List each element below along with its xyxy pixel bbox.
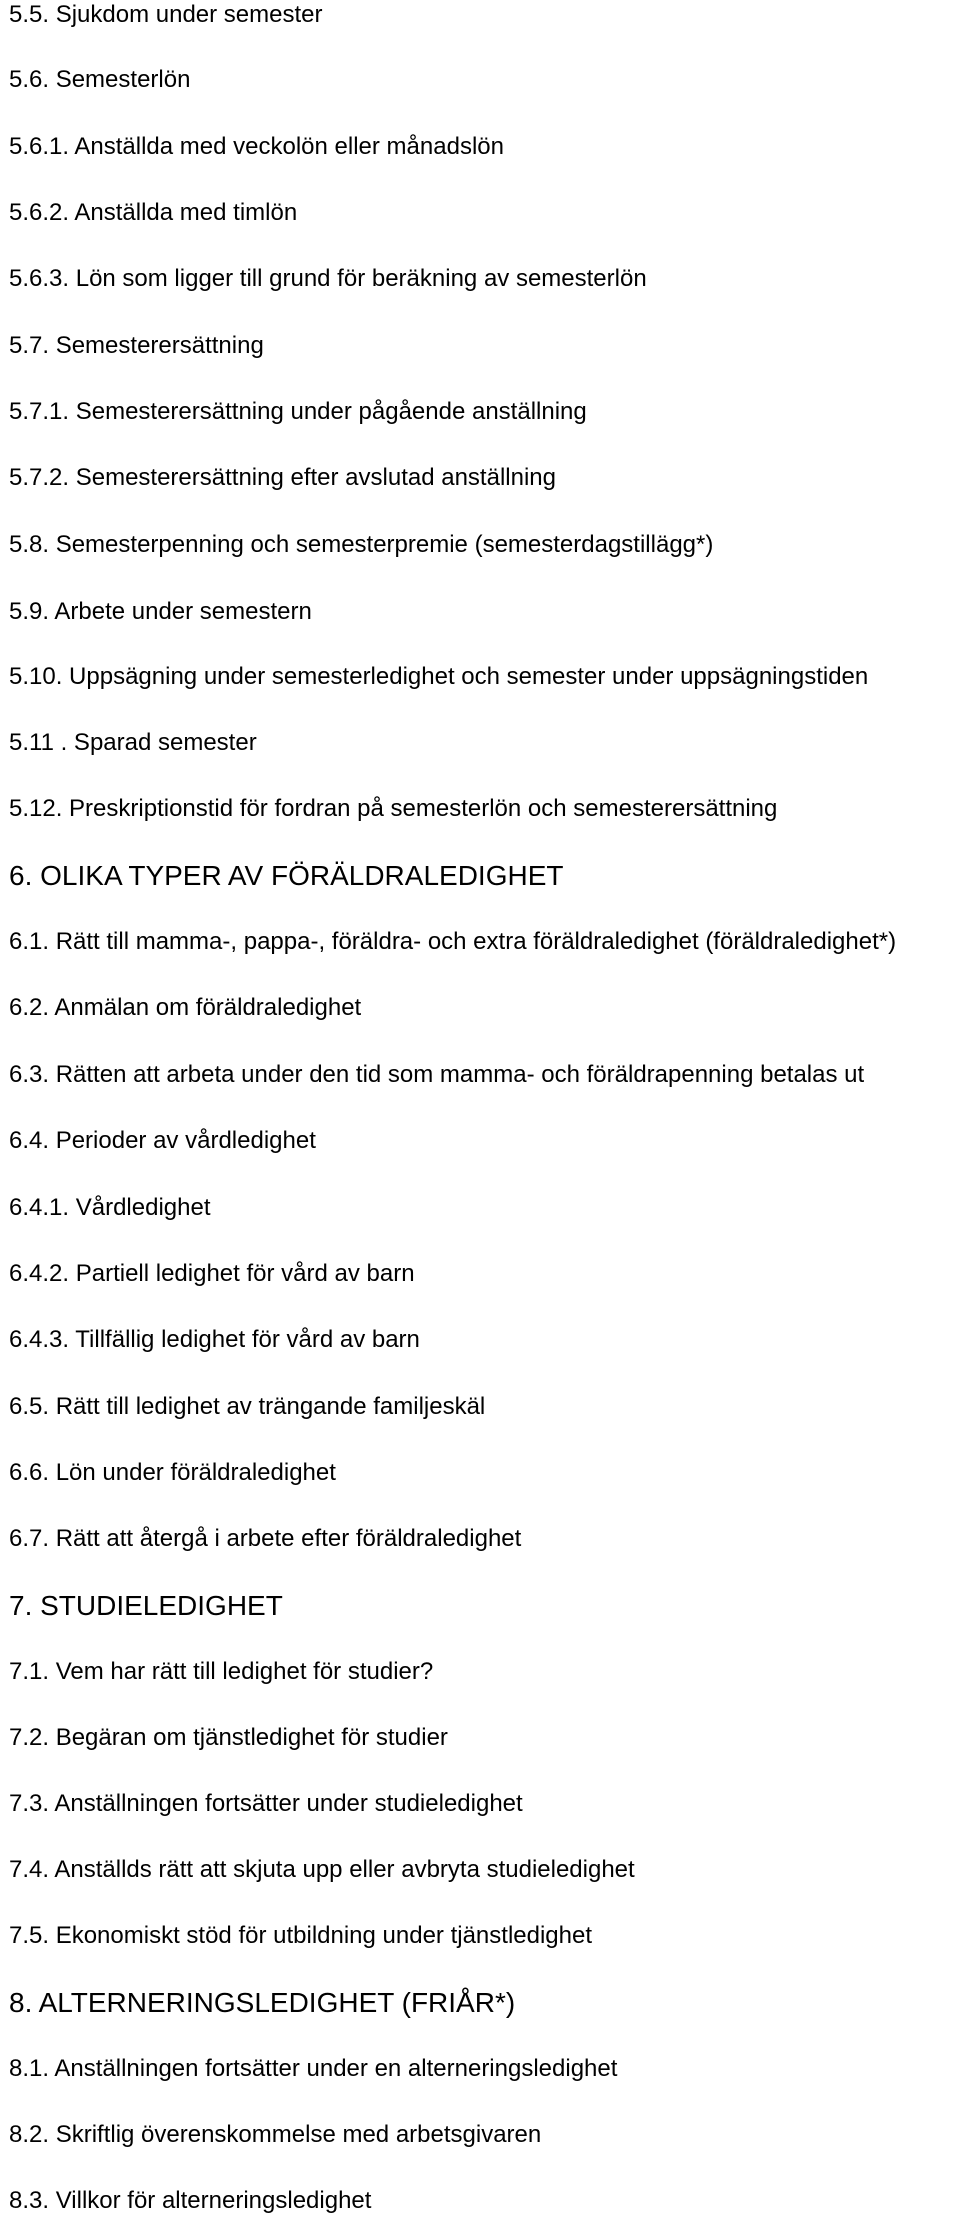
toc-heading-7: 7. STUDIELEDIGHET xyxy=(9,1590,283,1621)
toc-entry-5-12: 5.12. Preskriptionstid för fordran på semesterlön och semesterersättning xyxy=(9,795,778,822)
toc-entry-6-4: 6.4. Perioder av vårdledighet xyxy=(9,1127,316,1154)
toc-entry-5-8: 5.8. Semesterpenning och semesterpremie (semesterdagstillägg*) xyxy=(9,531,714,558)
toc-entry-8-1: 8.1. Anställningen fortsätter under en alterneringsledighet xyxy=(9,2055,618,2082)
toc-entry-5-6: 5.6. Semesterlön xyxy=(9,66,191,93)
toc-entry-5-7: 5.7. Semesterersättning xyxy=(9,332,264,359)
toc-entry-6-2: 6.2. Anmälan om föräldraledighet xyxy=(9,994,362,1021)
toc-entry-7-2: 7.2. Begäran om tjänstledighet för studier xyxy=(9,1724,448,1751)
toc-entry-6-4-2: 6.4.2. Partiell ledighet för vård av barn xyxy=(9,1260,415,1287)
toc-heading-6: 6. OLIKA TYPER AV FÖRÄLDRALEDIGHET xyxy=(9,860,564,891)
toc-entry-5-7-2: 5.7.2. Semesterersättning efter avslutad anställning xyxy=(9,464,556,491)
toc-entry-5-6-3: 5.6.3. Lön som ligger till grund för beräkning av semesterlön xyxy=(9,265,647,292)
toc-entry-6-7: 6.7. Rätt att återgå i arbete efter föräldraledighet xyxy=(9,1525,522,1552)
toc-entry-6-5: 6.5. Rätt till ledighet av trängande familjeskäl xyxy=(9,1393,486,1420)
toc-entry-5-10: 5.10. Uppsägning under semesterledighet och semester under uppsägningstiden xyxy=(9,663,869,690)
toc-entry-7-4: 7.4. Anställds rätt att skjuta upp eller avbryta studieledighet xyxy=(9,1856,635,1883)
toc-entry-5-9: 5.9. Arbete under semestern xyxy=(9,598,312,625)
toc-entry-5-11: 5.11 . Sparad semester xyxy=(9,729,257,756)
toc-entry-8-2: 8.2. Skriftlig överenskommelse med arbetsgivaren xyxy=(9,2121,542,2148)
toc-entry-8-3: 8.3. Villkor för alterneringsledighet xyxy=(9,2187,372,2214)
toc-entry-6-6: 6.6. Lön under föräldraledighet xyxy=(9,1459,336,1486)
toc-entry-5-7-1: 5.7.1. Semesterersättning under pågående anställning xyxy=(9,398,587,425)
toc-entry-6-1: 6.1. Rätt till mamma-, pappa-, föräldra- och extra föräldraledighet (föräldraledighet*) xyxy=(9,928,897,955)
toc-entry-6-4-3: 6.4.3. Tillfällig ledighet för vård av barn xyxy=(9,1326,420,1353)
toc-entry-7-3: 7.3. Anställningen fortsätter under studieledighet xyxy=(9,1790,523,1817)
toc-entry-7-1: 7.1. Vem har rätt till ledighet för studier? xyxy=(9,1658,434,1685)
toc-entry-6-3: 6.3. Rätten att arbeta under den tid som mamma- och föräldrapenning betalas ut xyxy=(9,1061,865,1088)
toc-entry-7-5: 7.5. Ekonomiskt stöd för utbildning under tjänstledighet xyxy=(9,1922,593,1949)
toc-entry-5-6-1: 5.6.1. Anställda med veckolön eller månadslön xyxy=(9,133,504,160)
toc-heading-8: 8. ALTERNERINGSLEDIGHET (FRIÅR*) xyxy=(9,1987,516,2018)
toc-entry-5-5: 5.5. Sjukdom under semester xyxy=(9,1,323,28)
toc-entry-6-4-1: 6.4.1. Vårdledighet xyxy=(9,1194,211,1221)
toc-entry-5-6-2: 5.6.2. Anställda med timlön xyxy=(9,199,298,226)
